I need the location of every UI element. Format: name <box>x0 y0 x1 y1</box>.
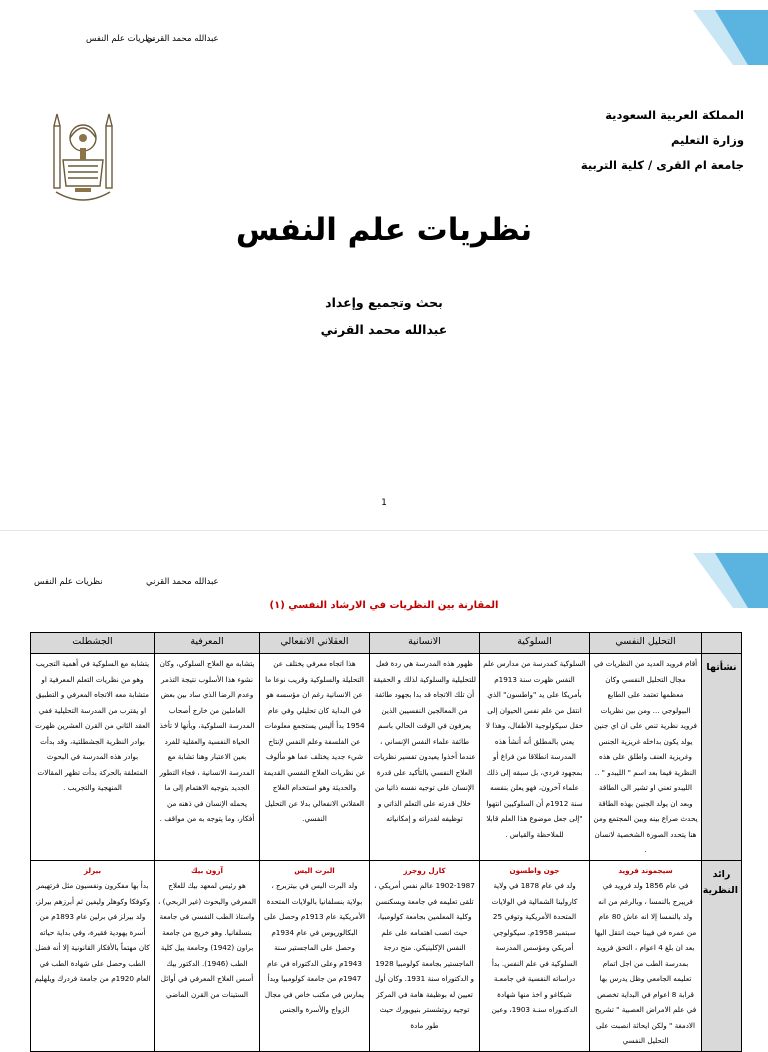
table-cell: ظهور هذه المدرسة هي ردة فعل للتحليلية والسلوكية لذلك و الحقيقة أن تلك الاتجاه قد بدا بجهود طائفة من المعالجين النفسيين الذين يعرفون في الوقت الحالي باسم طائفة علماء النفس الإنساني ، عندما أخذوا يعيدون تفسير نظريات العلاج النفسي بالتأكيد على قدرة الإنسان على توجيه نفسه ذاتيا من خلال قدرته على التعلم الذاتي و توظيفه لقدراته و إمكانياته <box>370 654 480 861</box>
table-cell <box>260 860 370 1051</box>
pioneer-bio: ولد البرت اليس في بيتزبرج ، بولاية بنسلفانيا بالولايات المتحدة الأمريكية عام 1913م وحصل على البكالوريوس في عام 1934م وحصل على الماجستير سنة 1943م وعلى الدكتوراه في عام 1947م من جامعة كولومبيا وبدأ يمارس في مكتب خاص في مجال الزواج والأسرة والجنس <box>264 881 365 1014</box>
table-row <box>31 654 742 861</box>
header-author: عبدالله محمد القرني <box>146 34 219 44</box>
column-header: المعرفية <box>155 633 260 654</box>
column-header: الانسانية <box>370 633 480 654</box>
page-number: 1 <box>381 498 387 508</box>
table-cell <box>155 860 260 1051</box>
pioneer-bio: في عام 1856 ولد فرويد في فريبرج بالنمسا ، وبالرغم من انه ولد بالنمسا إلا انه عاش 80 عام من عمره في فيينا حيث انتقل اليها بعد ان بلغ 4 اعوام ، التحق فرويد بمدرسة الطب من اجل اتمام تعليمه الجامعي وظل يدرس بها قرابة 8 اعوام في البداية تخصص في علم الامراض العصبية " تشريح الادمغة " ولكن ايحاثة انصبت على التحليل النفسي <box>594 881 697 1045</box>
pioneer-name: جون واطسون <box>509 865 560 875</box>
pioneer-name: سيجموند فرويد <box>618 865 673 875</box>
row-label: رائد النظرية <box>702 860 742 1051</box>
table-cell <box>480 860 590 1051</box>
pioneer-bio: هو رئيس لمعهد بيك للعلاج المعرفي والبحوث (غير الربحي) ، واستاذ الطب النفسي في جامعة بنسلفانيا. وهو خريج من جامعة براون (1942) وجامعة ييل كلية الطب (1946). الدكتور بيك أسس العلاج المعرفي في أوائل الستينات من القرن الماضي <box>158 881 256 999</box>
table-cell <box>31 860 155 1051</box>
comparison-title: المقارنة بين النظريات في الارشاد النفسي (١) <box>269 600 499 611</box>
corner-decoration-icon <box>663 10 768 65</box>
pioneer-bio: 1902-1987 عالم نفس أمريكي ، تلقى تعليمه في جامعة ويسكنسن وكلية المعلمين بجامعة كولومبيا، حيث انصب اهتمامه على علم النفس الإكلينيكي. منح درجة الماجستير بجامعة كولومبيا 1928 و الدكتوراه سنة 1931. وكان أول تعيين له بوظيفة هامة في المركز توجيه روتشستر بنيويورك حيث طور مادة <box>374 881 475 1030</box>
university-name: جامعة ام القرى / كلية التربية <box>580 158 744 172</box>
header-subject: نظريات علم النفس <box>86 34 155 44</box>
table-cell <box>370 860 480 1051</box>
table-cell: السلوكية كمدرسة من مدارس علم النفس ظهرت سنة 1913م بأمريكا على يد "واطسون" الذي انتقل من علم نفس الحيوان إلى حقل سيكولوجية الأطفال، وهذا لا يعني بالمطلق أنه أنشأ هذه المدرسة انطلاقا من فراغ أو بمجهود فردي، بل سبقه إلى ذلك علماء آخرون، فهو يعلن بنفسه سنة 1912م أن السلوكيين انتهوا "إلى جعل موضوع هذا العلم قابلا للملاحظة والقياس . <box>480 654 590 861</box>
pioneer-name: آرون بيك <box>190 865 224 875</box>
university-emblem-icon <box>48 104 118 210</box>
header-author: عبدالله محمد القرني <box>146 577 219 587</box>
country-name: المملكة العربية السعودية <box>605 108 744 122</box>
prepared-label: بحث وتجميع وإعداد <box>325 295 443 310</box>
pioneer-name: كارل روجرز <box>403 865 446 875</box>
table-header-row <box>31 633 742 654</box>
column-header: السلوكية <box>480 633 590 654</box>
column-header: الجشطلت <box>31 633 155 654</box>
table-cell: أقام فرويد العديد من النظريات في مجال التحليل النفسي وكان معظمها تعتمد على الطابع البيولوجي ... ومن بين نظريات فرويد نظرية تنص على ان اي جنين يولد يكون بداخله غريزية الجنس وغريزية العنف واطلق على هذه النظرية فيما بعد اسم " الليبدو " .. الليبدو تعني او تشير الى الطاقة وبعد ان يولد الجنين بهذه الطاقة يحدث صراع بينه وبين المجتمع ومن هنا يتحدد الصورة الشخصية لانسان . <box>590 654 702 861</box>
table-cell: يتشابه مع السلوكية في أهمية التجريب وهو من نظريات التعلم المعرفية او متشابة معه الاتجاه المعرفي و التطبيق او يقترب من المدرسة التحليلية ففي العقد الثاني من القرن العشرين ظهرت بوادر النظرية الجشطلتية، وقد بدأت بوادر هذه المدرسة في البحوث المتعلقة بالحركة بدأت تظهر المقالات المنهجية والتجريب . <box>31 654 155 861</box>
pioneer-name: بيرلز <box>83 865 102 875</box>
table-corner-cell <box>702 633 742 654</box>
table-cell: هذا اتجاه معرفي يختلف عن التحليلة والسلوكية وقريب نوعا ما عن الانسانية رغم ان مؤسسه هو في البداية كان تحليلي وفي عام 1954 بدأ أليس يستجمع معلومات عن الفلسفة وعلم النفس لإنتاج شيء جديد يختلف عما هو مألوف عن نظريات العلاج النفسي القديمة والحديثة وهو استخدام العلاج العقلاني الانفعالي بدلا عن التحليل النفسي. <box>260 654 370 861</box>
table-row <box>31 860 742 1051</box>
row-label: نشأتها <box>702 654 742 861</box>
header-subject: نظريات علم النفس <box>34 577 103 587</box>
column-header: العقلاني الانفعالي <box>260 633 370 654</box>
pioneer-bio: بدأ بها مفكرون ونفسيون مثل فرتهيمر وكوفكا وكوهلر وليفين ثم أبرزهم بيرلز، ولد بيرلز في برلين عام 1893م من أسرة يهودية فقيرة، وفي بداية حياته كان مهتماً بالأفكار القانونية إلا أنه فضل الطب وحصل على شهادة الطب في العام 1920م من جامعة فردرك ويلهليم <box>34 881 151 983</box>
table-cell <box>590 860 702 1051</box>
ministry-name: وزارة التعليم <box>671 133 744 147</box>
comparison-table <box>30 632 742 1052</box>
table-cell: يتشابه مع العلاج السلوكي، وكان نشوء هذا الأسلوب نتيجة التذمر وعدم الرضا الذي ساد بين بعض العاملين من خارج أصحاب المدرسة السلوكية، وبأنها لا تأخذ الحياة النفسية والعقلية للفرد بعين الاعتبار وهنا تشابة مع المدرسة الانسانية ، فجاء التطور الجديد بتوجيه الاهتمام إلى ما يحمله الإنسان في ذهنه من أفكار، وما يتوجه به من مواقف . <box>155 654 260 861</box>
column-header: التحليل النفسي <box>590 633 702 654</box>
cover-author: عبدالله محمد القرني <box>320 322 448 337</box>
cover-title: نظريات علم النفس <box>235 212 533 248</box>
pioneer-name: البرت اليس <box>294 865 335 875</box>
pioneer-bio: ولد في عام 1878 في ولاية كارولينا الشمالية في الولايات المتحدة الأمريكية وتوفي 25 سبتمبر 1958م. سيكولوجي أمريكي ومؤسس المدرسة السلوكية في علم النفس. بدأ دراساته النفسية في جامعـة شيكاغو و اخذ منها شهادة الدكتـوراه سنـة 1903، وعين <box>491 881 578 1014</box>
